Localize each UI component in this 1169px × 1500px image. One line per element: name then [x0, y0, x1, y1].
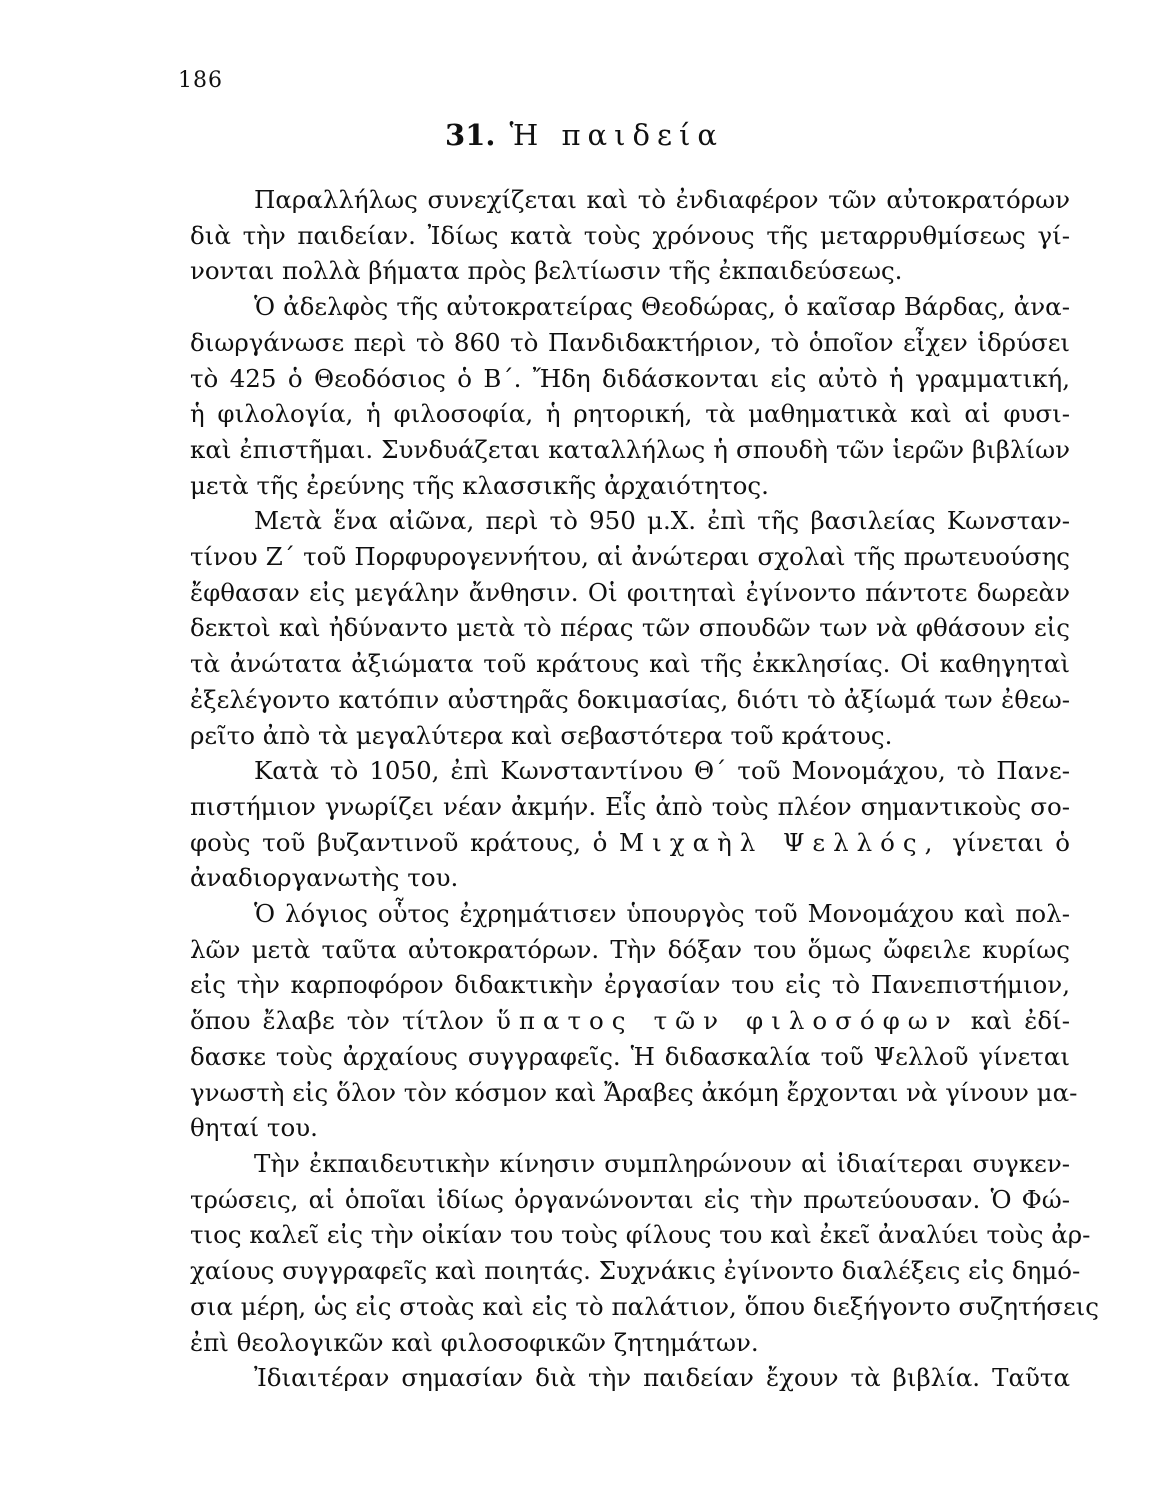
text-line: ἡ φιλολογία, ἡ φιλοσοφία, ἡ ρητορική, τὰ μαθηματικὰ καὶ αἱ φυσι- [190, 399, 1070, 429]
text-line: τρώσεις, αἱ ὁποῖαι ἰδίως ὀργανώνονται εἰς τὴν πρωτεύουσαν. Ὁ Φώ- [190, 1184, 1070, 1214]
text-line: τὸ 425 ὁ Θεοδόσιος ὁ Β΄. Ἤδη διδάσκονται εἰς αὐτὸ ἡ γραμματική, [190, 363, 1070, 393]
text-line: καὶ ἐπιστῆμαι. Συνδυάζεται καταλλήλως ἡ σπουδὴ τῶν ἱερῶν βιβλίων [190, 434, 1070, 464]
text-line: δεκτοὶ καὶ ἠδύναντο μετὰ τὸ πέρας τῶν σπουδῶν των νὰ φθάσουν εἰς [190, 613, 1070, 643]
page-number: 186 [178, 68, 223, 93]
text-line: λῶν μετὰ ταῦτα αὐτοκρατόρων. Τὴν δόξαν του ὅμως ὤφειλε κυρίως [190, 934, 1070, 964]
text-line: σια μέρη, ὡς εἰς στοὰς καὶ εἰς τὸ παλάτιον, ὅπου διεξήγοντο συζητήσεις [190, 1291, 1100, 1321]
spaced-title: ὕπατος τῶν φιλοσόφων [495, 1006, 959, 1036]
text-line: Παραλλήλως συνεχίζεται καὶ τὸ ἐνδιαφέρον τῶν αὐτοκρατόρων [254, 185, 1070, 214]
text-line: ἐπὶ θεολογικῶν καὶ φιλοσοφικῶν ζητημάτων. [190, 1327, 759, 1357]
text-line: ἔφθασαν εἰς μεγάλην ἄνθησιν. Οἱ φοιτηταὶ ἐγίνοντο πάντοτε δωρεὰν [190, 577, 1070, 607]
text-line: Ἰδιαιτέραν σημασίαν διὰ τὴν παιδείαν ἔχουν τὰ βιβλία. Ταῦτα [254, 1363, 1070, 1393]
text-segment: φοὺς τοῦ βυζαντινοῦ κράτους, ὁ [190, 827, 608, 857]
chapter-number: 31. [445, 118, 496, 152]
text-segment: ὅπου ἔλαβε τὸν τίτλον [190, 1006, 484, 1036]
text-line: Κατὰ τὸ 1050, ἐπὶ Κωνσταντίνου Θ΄ τοῦ Μονομάχου, τὸ Πανε- [254, 756, 1070, 786]
text-line: χαίους συγγραφεῖς καὶ ποιητάς. Συχνάκις ἐγίνοντο διαλέξεις εἰς δημό- [190, 1256, 1081, 1286]
text-line: θηταί του. [190, 1113, 318, 1143]
text-line: τὰ ἀνώτατα ἀξιώματα τοῦ κράτους καὶ τῆς ἐκκλησίας. Οἱ καθηγηταὶ [190, 649, 1070, 679]
text-line: εἰς τὴν καρποφόρον διδακτικὴν ἐργασίαν του εἰς τὸ Πανεπιστήμιον, [190, 970, 1070, 1000]
text-line: Ὁ λόγιος οὗτος ἐχρημάτισεν ὑπουργὸς τοῦ Μονομάχου καὶ πολ- [254, 899, 1070, 929]
text-line: τιος καλεῖ εἰς τὴν οἰκίαν του τοὺς φίλους του καὶ ἐκεῖ ἀναλύει τοὺς ἀρ- [190, 1220, 1091, 1250]
chapter-heading [0, 118, 1169, 152]
text-line: τίνου Ζ΄ τοῦ Πορφυρογεννήτου, αἱ ἀνώτεραι σχολαὶ τῆς πρωτευούσης [190, 542, 1070, 572]
text-line [190, 825, 1070, 861]
text-line: ἐξελέγοντο κατόπιν αὐστηρᾶς δοκιμασίας, διότι τὸ ἀξίωμά των ἐθεω- [190, 684, 1070, 714]
text-segment: καὶ ἐδί- [970, 1006, 1070, 1036]
text-line: μετὰ τῆς ἐρεύνης τῆς κλασσικῆς ἀρχαιότητος. [190, 470, 769, 500]
text-line: ἀναδιοργανωτὴς του. [190, 863, 459, 893]
text-line: γνωστὴ εἰς ὅλον τὸν κόσμον καὶ Ἄραβες ἀκόμη ἔρχονται νὰ γίνουν μα- [190, 1077, 1078, 1107]
text-segment: γίνεται ὁ [952, 827, 1070, 857]
text-line: Ὁ ἀδελφὸς τῆς αὐτοκρατείρας Θεοδώρας, ὁ καῖσαρ Βάρδας, ἀνα- [254, 292, 1070, 322]
text-line: νονται πολλὰ βήματα πρὸς βελτίωσιν τῆς ἐκπαιδεύσεως. [190, 256, 903, 286]
text-line [190, 1003, 1070, 1039]
text-line: πιστήμιον γνωρίζει νέαν ἀκμήν. Εἷς ἀπὸ τοὺς πλέον σημαντικοὺς σο- [190, 791, 1070, 821]
text-line: Μετὰ ἕνα αἰῶνα, περὶ τὸ 950 μ.Χ. ἐπὶ τῆς βασιλείας Κωνσταν- [254, 506, 1070, 536]
text-line: δασκε τοὺς ἀρχαίους συγγραφεῖς. Ἡ διδασκαλία τοῦ Ψελλοῦ γίνεται [190, 1041, 1070, 1071]
text-line: διὰ τὴν παιδείαν. Ἰδίως κατὰ τοὺς χρόνους τῆς μεταρρυθμίσεως γί- [190, 220, 1070, 250]
spaced-name: Μιχαὴλ Ψελλός, [619, 827, 941, 857]
text-line: Τὴν ἐκπαιδευτικὴν κίνησιν συμπληρώνουν αἱ ἰδιαίτεραι συγκεν- [254, 1148, 1070, 1178]
chapter-title: Ἡ παιδεία [509, 118, 724, 152]
body-text [190, 182, 1100, 1396]
text-line: ρεῖτο ἀπὸ τὰ μεγαλύτερα καὶ σεβαστότερα τοῦ κράτους. [190, 720, 893, 750]
text-line: διωργάνωσε περὶ τὸ 860 τὸ Πανδιδακτήριον, τὸ ὁποῖον εἶχεν ἱδρύσει [190, 327, 1070, 357]
